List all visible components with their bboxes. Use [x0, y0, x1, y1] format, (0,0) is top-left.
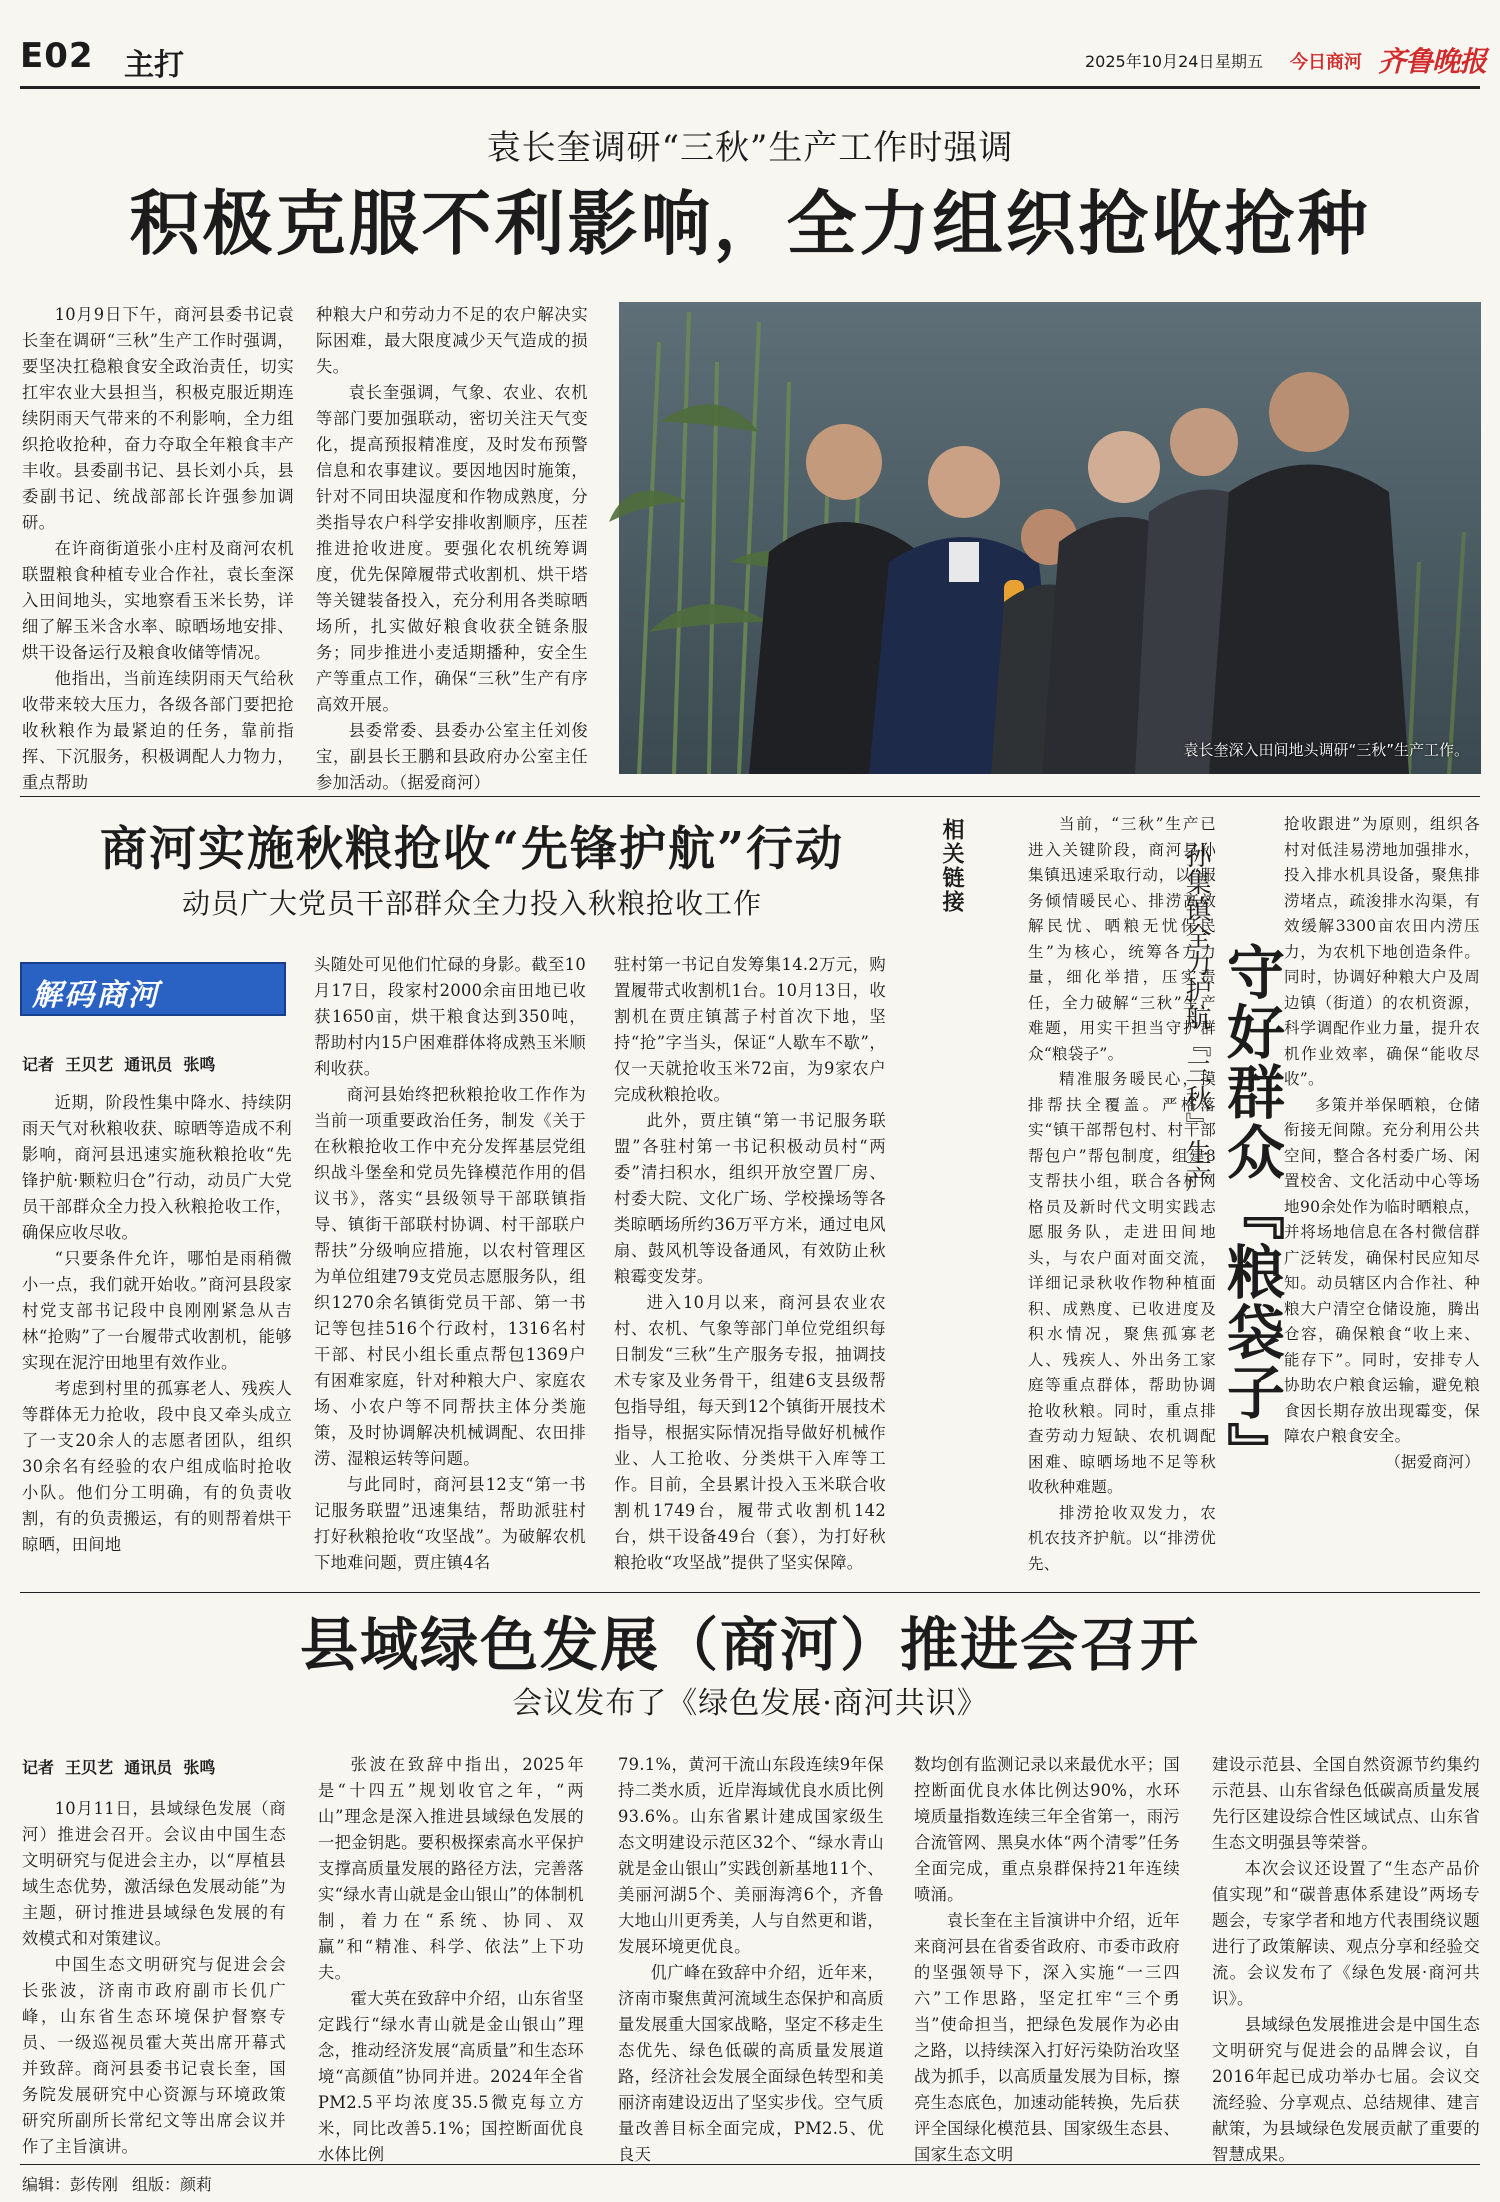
paragraph: “只要条件允许，哪怕是雨稍微小一点，我们就开始收。”商河县段家村党支部书记段中良刚刚紧急从吉林“抢购”了一台履带式收割机，能够实现在泥泞田地里有效作业。 — [22, 1249, 292, 1372]
article4-col3 — [618, 1752, 884, 2164]
article2-headline: 商河实施秋粮抢收“先锋护航”行动 — [99, 822, 845, 877]
paragraph: 10月9日下午，商河县委书记袁长奎在调研“三秋”生产工作时强调，要坚决扛稳粮食安全政治责任，切实扛牢农业大县担当，积极克服近期连续阴雨天气带来的不利影响，全力组织抢收抢种，奋力夺取全年粮食丰产丰收。县委副书记、县长刘小兵，县委副书记、统战部部长许强参加调研。 — [22, 305, 294, 532]
paragraph: 当前，“三秋”生产已进入关键阶段，商河县孙集镇迅速采取行动，以“服务倾情暖民心、排涝高效解民忧、晒粮无忧保民生”为核心，统筹各方力量，细化举措，压实责任，全力破解“三秋”生产难题，用实干担当守护群众“粮袋子”。 — [1028, 815, 1216, 1063]
paragraph: 他指出，当前连续阴雨天气给秋收带来较大压力，各级各部门要把抢收秋粮作为最紧迫的任务，靠前指挥、下沉服务，积极调配人力物力，重点帮助 — [22, 669, 294, 792]
section-name: 主打 — [124, 48, 184, 83]
paragraph: 袁长奎在主旨演讲中介绍，近年来商河县在省委省政府、市委市政府的坚强领导下，深入实施“一三四六”工作思路，坚定扛牢“三个勇当”使命担当，把绿色发展作为必由之路，以持续深入打好污染防治攻坚战为抓手，以高质量发展为目标，擦亮生态底色，加速动能转换，先后获评全国绿化模范县、国家级生态县、国家生态文明 — [914, 1911, 1180, 2164]
paragraph: 数均创有监测记录以来最优水平；国控断面优良水体比例达90%，水环境质量指数连续三年全省第一，雨污合流管网、黑臭水体“两个清零”任务全面完成，重点泉群保持21年连续喷涌。 — [914, 1755, 1180, 1904]
issue-weekday: 星期五 — [1215, 52, 1264, 71]
article3-col2 — [1284, 812, 1480, 1592]
paragraph: （据爱商河） — [1385, 1452, 1480, 1471]
article1-kicker: 袁长奎调研“三秋”生产工作时强调 — [486, 128, 1014, 168]
article1-photo — [619, 302, 1481, 774]
column-logo-decode-shanghe — [20, 962, 286, 1016]
divider-1 — [20, 796, 1480, 797]
paragraph: 县委常委、县委办公室主任刘俊宝，副县长王鹏和县政府办公室主任参加活动。（据爱商河） — [316, 721, 588, 792]
article4-byline: 记者 王贝艺 通讯员 张鸣 — [22, 1758, 216, 1777]
article3-subhead-text: 孙集镇全力护航『三秋』生产 — [1181, 842, 1211, 1193]
edition-name: 今日商河 — [1290, 52, 1362, 73]
paragraph: 头随处可见他们忙碌的身影。截至10月17日，段家村2000余亩田地已收获1650亩，烘干粮食达到350吨，帮助村内15户困难群体将成熟玉米顺利收获。 — [314, 955, 586, 1078]
paragraph: 抢收跟进”为原则，组织各村对低洼易涝地加强排水，投入排水机具设备，聚焦排涝堵点，疏浚排水沟渠，有效缓解3300亩农田内涝压力，为农机下地创造条件。同时，协调好种粮大户及周边镇（街道）的农机资源，科学调配作业力量，提升农机作业效率，确保“能收尽收”。 — [1284, 815, 1480, 1088]
footer-rule — [20, 2164, 1480, 2165]
article1-col2 — [316, 302, 588, 792]
column-logo-text: 解码商河 — [32, 978, 160, 1013]
related-link-text: 相关链接 — [939, 818, 965, 914]
paragraph: 建设示范县、全国自然资源节约集约示范县、山东省绿色低碳高质量发展先行区建设综合性区域试点、山东省生态文明强县等荣誉。 — [1212, 1755, 1480, 1852]
paragraph: 精准服务暖民心，摸排帮扶全覆盖。严格落实“镇干部帮包村、村干部帮包户”帮包制度，组建8支帮扶小组，联合各村网格员及新时代文明实践志愿服务队，走进田间地头，与农户面对面交流，详细记录秋收作物种植面积、成熟度、已收进度及积水情况，聚焦孤寡老人、残疾人、外出务工家庭等重点群体，帮助协调抢收秋粮。同时，重点排查劳动力短缺、农机调配困难、晾晒场地不足等秋收秋种难题。 — [1028, 1070, 1216, 1496]
article1-col1 — [22, 302, 294, 792]
page-code: E02 — [20, 36, 94, 76]
paragraph: 79.1%，黄河干流山东段连续9年保持二类水质，近岸海域优良水质比例93.6%。山东省累计建成国家级生态文明建设示范区32个、“绿水青山就是金山银山”实践创新基地11个、美丽河湖5个、美丽海湾6个，齐鲁大地山川更秀美，人与自然更和谐，发展环境更优良。 — [618, 1755, 884, 1956]
article2-subhead: 动员广大党员干部群众全力投入秋粮抢收工作 — [181, 887, 762, 920]
field-photo-illustration — [619, 302, 1481, 774]
paragraph: 考虑到村里的孤寡老人、残疾人等群体无力抢收，段中良又牵头成立了一支20余人的志愿者团队，组织30余名有经验的农户组成临时抢收小队。他们分工明确，有的负责收割，有的负责搬运，有的则帮着烘干晾晒，田间地 — [22, 1379, 292, 1554]
divider-2 — [20, 1592, 1480, 1593]
article3-box — [940, 812, 1482, 1594]
header-rule — [20, 86, 1480, 89]
article2-col2 — [314, 952, 586, 1592]
article3-headline — [1217, 942, 1285, 1482]
paragraph: 县域绿色发展推进会是中国生态文明研究与促进会的品牌会议，自2016年起已成功举办七届。会议交流经验、分享观点、总结规律、建言献策，为县域绿色发展贡献了重要的智慧成果。 — [1212, 2015, 1480, 2164]
article4-col4 — [914, 1752, 1180, 2164]
article3-subhead — [1181, 842, 1211, 1193]
article4-col1 — [22, 1796, 286, 2160]
paragraph: 近期，阶段性集中降水、持续阴雨天气对秋粮收获、晾晒等造成不利影响，商河县迅速实施秋粮抢收“先锋护航·颗粒归仓”行动，动员广大党员干部群众全力投入秋粮抢收工作，确保应收尽收。 — [22, 1093, 292, 1242]
article4-subhead: 会议发布了《绿色发展·商河共识》 — [512, 1686, 988, 1721]
page-header — [0, 0, 1500, 83]
paragraph: 进入10月以来，商河县农业农村、农机、气象等部门单位党组织每日制发“三秋”生产服务专报，抽调技术专家及业务骨干，组建6支县级帮包指导组，每天到12个镇街开展技术指导，根据实际情况指导做好机械作业、人工抢收、分类烘干入库等工作。目前，全县累计投入玉米联合收割机1749台，履带式收割机142台，烘干设备49台（套），为打好秋粮抢收“攻坚战”提供了坚实保障。 — [614, 1293, 886, 1572]
paragraph: 10月11日，县域绿色发展（商河）推进会召开。会议由中国生态文明研究与促进会主办，以“厚植县域生态优势，激活绿色发展动能”为主题，研讨推进县域绿色发展的有效模式和对策建议。 — [22, 1799, 286, 1948]
paragraph: 与此同时，商河县12支“第一书记服务联盟”迅速集结，帮助派驻村打好秋粮抢收“攻坚战”。为破解农机下地难问题，贾庄镇4名 — [314, 1475, 586, 1572]
article2-byline: 记者 王贝艺 通讯员 张鸣 — [22, 1055, 216, 1074]
article3-headline-text: 守好群众『粮袋子』 — [1217, 942, 1285, 1482]
paragraph: 张波在致辞中指出，2025年是“十四五”规划收官之年，“两山”理念是深入推进县域绿色发展的一把金钥匙。要积极探索高水平保护支撑高质量发展的路径方法，完善落实“绿水青山就是金山银山”的体制机制，着力在“系统、协同、双赢”和“精准、科学、依法”上下功夫。 — [318, 1755, 584, 1982]
paragraph: 种粮大户和劳动力不足的农户解决实际困难，最大限度减少天气造成的损失。 — [316, 305, 588, 376]
related-link-tag — [939, 818, 968, 914]
issue-date: 2025年10月24日 — [1085, 52, 1215, 71]
photo-caption: 袁长奎深入田间地头调研“三秋”生产工作。 — [1183, 741, 1469, 759]
paragraph: 排涝抢收双发力，农机农技齐护航。以“排涝优先、 — [1028, 1503, 1216, 1573]
article4-headline: 县域绿色发展（商河）推进会召开 — [299, 1611, 1200, 1679]
paragraph: 驻村第一书记自发筹集14.2万元，购置履带式收割机1台。10月13日，收割机在贾庄镇蒿子村首次下地，坚持“抢”字当头，保证“人歇车不歇”，仅一天就抢收玉米72亩，为9家农户完成秋粮抢收。 — [614, 955, 886, 1104]
article2-col3 — [614, 952, 886, 1592]
layout-credit: 组版：颜莉 — [132, 2175, 213, 2194]
paragraph: 本次会议还设置了“生态产品价值实现”和“碳普惠体系建设”两场专题会，专家学者和地方代表围绕议题进行了政策解读、观点分享和经验交流。会议发布了《绿色发展·商河共识》。 — [1212, 1859, 1480, 2008]
paragraph: 中国生态文明研究与促进会会长张波，济南市政府副市长仉广峰，山东省生态环境保护督察专员、一级巡视员霍大英出席开幕式并致辞。商河县委书记袁长奎，国务院发展研究中心资源与环境政策研究所副所长常纪文等出席会议并作了主旨演讲。 — [22, 1955, 286, 2156]
paragraph: 霍大英在致辞中介绍，山东省坚定践行“绿水青山就是金山银山”理念，推动经济发展“高质量”和生态环境“高颜值”协同并进。2024年全省PM2.5平均浓度35.5微克每立方米，同比改善5.1%；国控断面优良水体比例 — [318, 1989, 584, 2164]
article2-col1 — [22, 1090, 292, 1590]
paragraph: 仉广峰在致辞中介绍，近年来，济南市聚焦黄河流域生态保护和高质量发展重大国家战略，坚定不移走生态优先、绿色低碳的高质量发展道路，经济社会发展全面绿色转型和美丽济南建设迈出了坚实步伐。空气质量改善目标全面完成，PM2.5、优良天 — [618, 1963, 884, 2164]
paragraph: 此外，贾庄镇“第一书记服务联盟”各驻村第一书记积极动员村“两委”清扫积水，组织开放空置厂房、村委大院、文化广场、学校操场等各类晾晒场所约36万平方米，通过电风扇、鼓风机等设备通风，有效防止秋粮霉变发芽。 — [614, 1111, 886, 1286]
article4-col2 — [318, 1752, 584, 2164]
paragraph: 多策并举保晒粮，仓储衔接无间隙。充分利用公共空间，整合各村委广场、闲置校舍、文化活动中心等场地90余处作为临时晒粮点，并将场地信息在各村微信群广泛转发，确保村民应知尽知。动员辖区内合作社、种粮大户清空仓储设施，腾出仓容，确保粮食“收上来、能存下”。同时，安排专人协助农户粮食运输，避免粮食因长期存放出现霉变，保障农户粮食安全。 — [1284, 1095, 1480, 1445]
newspaper-logo: 齐鲁晚报 — [1378, 45, 1487, 78]
article4-col5 — [1212, 1752, 1480, 2164]
editor-credit: 编辑：彭传刚 — [22, 2175, 119, 2194]
paragraph: 在许商街道张小庄村及商河农机联盟粮食种植专业合作社，袁长奎深入田间地头，实地察看玉米长势，详细了解玉米含水率、晾晒场地安排、烘干设备运行及粮食收储等情况。 — [22, 539, 294, 662]
article1-headline: 积极克服不利影响，全力组织抢收抢种 — [129, 182, 1371, 265]
paragraph: 商河县始终把秋粮抢收工作作为当前一项重要政治任务，制发《关于在秋粮抢收工作中充分发挥基层党组织战斗堡垒和党员先锋模范作用的倡议书》，落实“县级领导干部联镇指导、镇街干部联村协调、村干部联户帮扶”分级响应措施，以农村管理区为单位组建79支党员志愿服务队，组织1270余名镇街党员干部、第一书记等包挂516个行政村，1316名村干部、村民小组长重点帮包1369户有困难家庭，针对种粮大户、家庭农场、小农户等不同帮扶主体分类施策，及时协调解决机械调配、农田排涝、湿粮运转等问题。 — [314, 1085, 586, 1468]
paragraph: 袁长奎强调，气象、农业、农机等部门要加强联动，密切关注天气变化，提高预报精准度，及时发布预警信息和农事建议。要因地因时施策，针对不同田块湿度和作物成熟度，分类指导农户科学安排收割顺序，压茬推进抢收进度。要强化农机统筹调度，优先保障履带式收割机、烘干塔等关键装备投入，充分利用各类晾晒场所，扎实做好粮食收获全链条服务；同步推进小麦适期播种，安全生产等重点工作，确保“三秋”生产有序高效开展。 — [316, 383, 588, 714]
